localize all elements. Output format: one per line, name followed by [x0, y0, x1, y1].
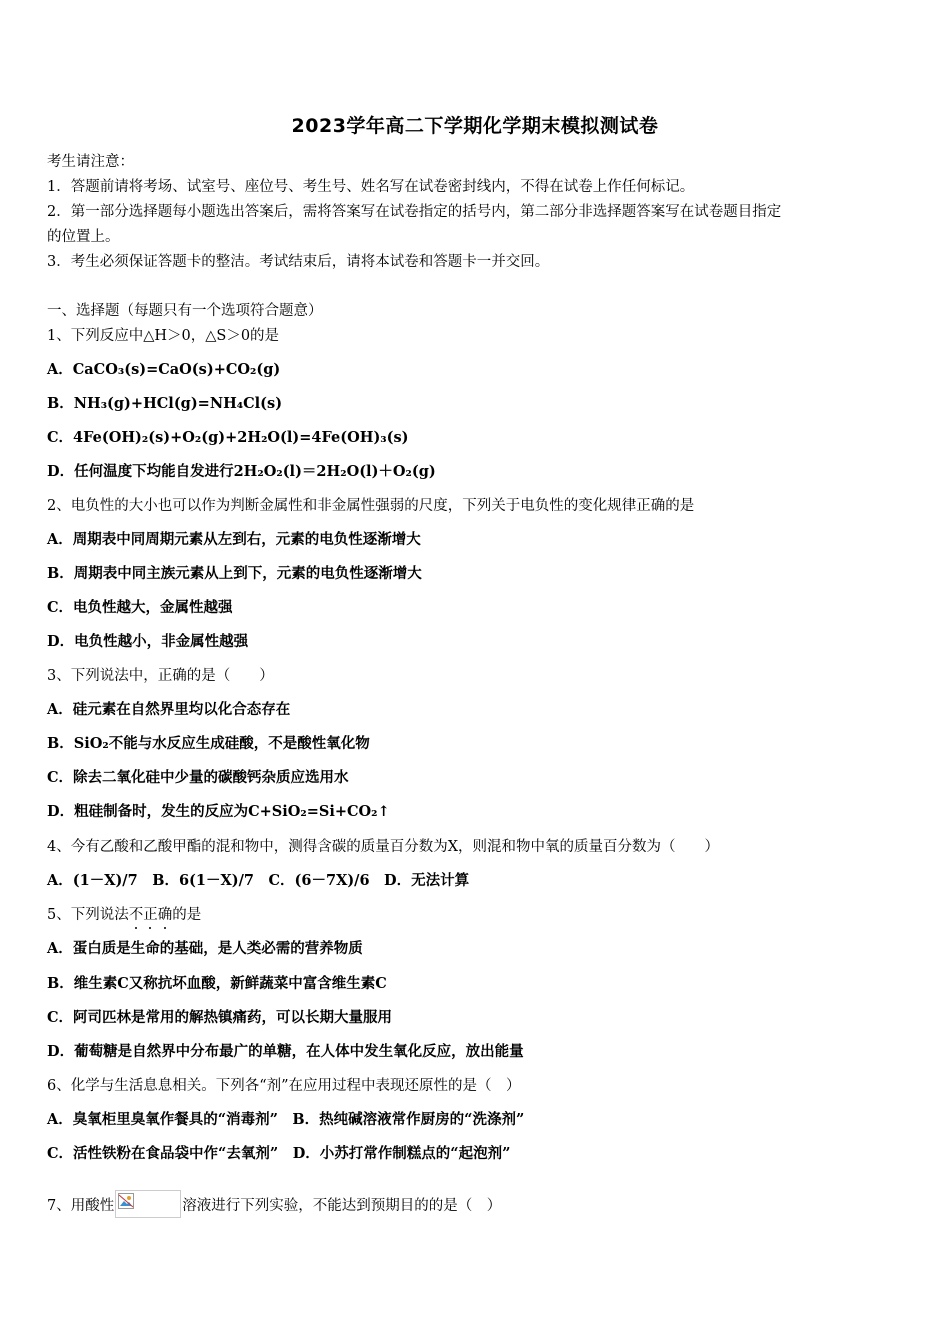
q3-option-b: B．SiO₂不能与水反应生成硅酸，不是酸性氧化物	[47, 735, 370, 752]
emphasis-dot	[135, 927, 137, 929]
q5-option-b: B．维生素C又称抗坏血酸，新鲜蔬菜中富含维生素C	[47, 975, 387, 992]
q6-options-ab: A．臭氧柜里臭氧作餐具的“消毒剂” B．热纯碱溶液常作厨房的“洗涤剂”	[47, 1111, 525, 1128]
q5-stem	[47, 905, 201, 925]
q1-option-b: B．NH₃(g)+HCl(g)=NH₄Cl(s)	[47, 395, 283, 412]
q3-option-c: C．除去二氧化硅中少量的碳酸钙杂质应选用水	[47, 769, 349, 786]
emphasis-char: 不	[129, 907, 144, 923]
q2-option-b: B．周期表中同主族元素从上到下，元素的电负性逐渐增大	[47, 565, 422, 582]
q6-options-cd: C．活性铁粉在食品袋中作“去氧剂” D．小苏打常作制糕点的“起泡剂”	[47, 1145, 511, 1162]
emphasis-dot	[164, 927, 166, 929]
notice-heading: 考生请注意：	[47, 154, 134, 170]
q4-stem: 4、今有乙酸和乙酸甲酯的混和物中，测得含碳的质量百分数为X，则混和物中氧的质量百分数为（ ）	[47, 839, 720, 855]
q2-option-d: D．电负性越小，非金属性越强	[47, 633, 249, 650]
q5-stem-emphasis	[129, 907, 173, 923]
section-heading: 一、选择题（每题只有一个选项符合题意）	[47, 303, 323, 319]
emphasis-char: 正	[143, 907, 158, 923]
notice-item-3: 3．考生必须保证答题卡的整洁。考试结束后，请将本试卷和答题卡一并交回。	[47, 254, 550, 270]
q1-option-c: C．4Fe(OH)₂(s)+O₂(g)+2H₂O(l)=4Fe(OH)₃(s)	[47, 429, 409, 446]
q2-stem: 2、电负性的大小也可以作为判断金属性和非金属性强弱的尺度，下列关于电负性的变化规律正确的是	[47, 498, 695, 514]
q7-stem-post: 溶液进行下列实验，不能达到预期目的的是（ ）	[182, 1198, 502, 1214]
notice-item-2-cont: 的位置上。	[47, 229, 120, 245]
q1-stem: 1、下列反应中△H＞0，△S＞0的是	[47, 328, 280, 344]
q3-stem: 3、下列说法中，正确的是（ ）	[47, 668, 274, 684]
q2-option-a: A．周期表中同周期元素从左到右，元素的电负性逐渐增大	[47, 531, 421, 548]
emphasis-dot	[149, 927, 151, 929]
q2-option-c: C．电负性越大，金属性越强	[47, 599, 233, 616]
q1-option-d: D．任何温度下均能自发进行2H₂O₂(l)＝2H₂O(l)＋O₂(g)	[47, 463, 436, 480]
q5-option-d: D．葡萄糖是自然界中分布最广的单糖，在人体中发生氧化反应，放出能量	[47, 1043, 524, 1060]
q7-stem-pre: 7、用酸性	[47, 1198, 115, 1214]
q1-option-a: A．CaCO₃(s)=CaO(s)+CO₂(g)	[47, 361, 281, 378]
q6-stem: 6、化学与生活息息相关。下列各“剂”在应用过程中表现还原性的是（ ）	[47, 1078, 521, 1094]
page-title: 2023学年高二下学期化学期末模拟测试卷	[291, 115, 659, 137]
notice-item-2: 2．第一部分选择题每小题选出答案后，需将答案写在试卷指定的括号内，第二部分非选择题答案写在试卷题目指定	[47, 204, 782, 220]
q5-stem-pre: 5、下列说法	[47, 907, 129, 923]
q7-stem	[47, 1190, 501, 1218]
q3-option-d: D．粗硅制备时，发生的反应为C+SiO₂=Si+CO₂↑	[47, 803, 390, 820]
q5-option-c: C．阿司匹林是常用的解热镇痛药，可以长期大量服用	[47, 1009, 393, 1026]
q3-option-a: A．硅元素在自然界里均以化合态存在	[47, 701, 291, 718]
emphasis-char: 确	[158, 907, 173, 923]
q5-option-a: A．蛋白质是生命的基础，是人类必需的营养物质	[47, 940, 363, 957]
broken-image-icon	[115, 1190, 181, 1218]
q5-stem-post: 的是	[172, 907, 202, 923]
notice-item-1: 1．答题前请将考场、试室号、座位号、考生号、姓名写在试卷密封线内，不得在试卷上作任何标记。	[47, 179, 695, 195]
q4-options: A．(1－X)/7 B．6(1－X)/7 C．(6－7X)/6 D．无法计算	[47, 872, 470, 889]
